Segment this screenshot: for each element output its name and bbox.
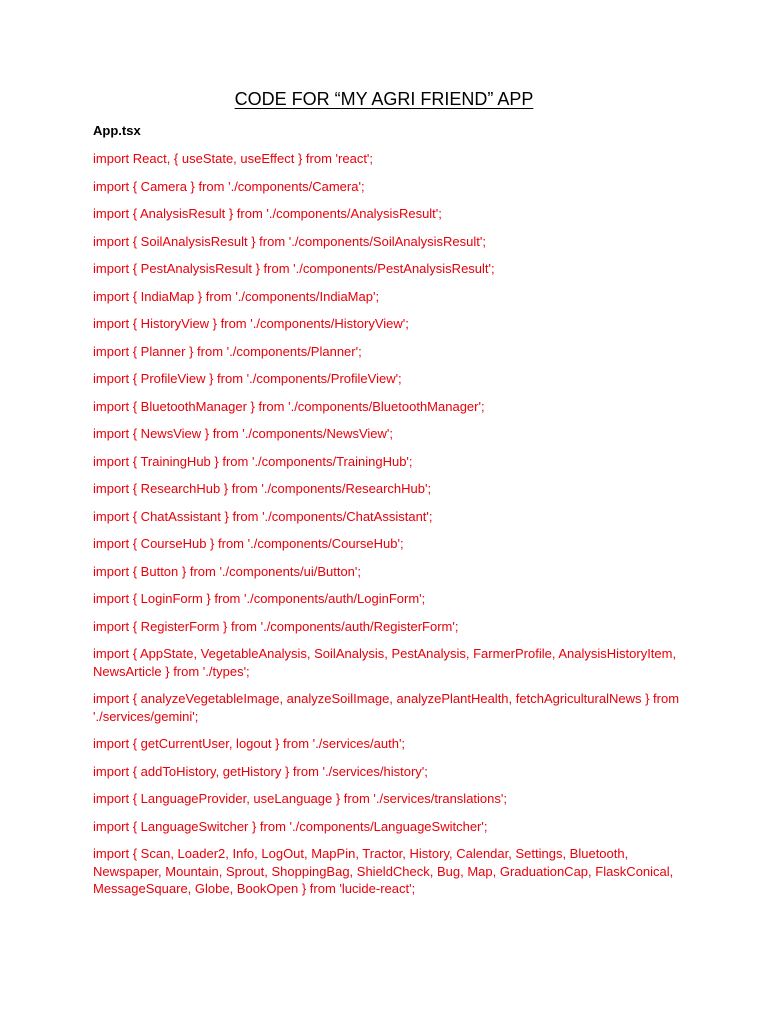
code-line: import { Camera } from './components/Camera'; <box>93 178 365 194</box>
code-line: import { ResearchHub } from './components/ResearchHub'; <box>93 481 432 496</box>
code-line: import { addToHistory, getHistory } from './services/history'; <box>93 763 428 779</box>
code-line: import { PestAnalysisResult } from './components/PestAnalysisResult'; <box>93 261 495 276</box>
code-line: import { IndiaMap } from './components/IndiaMap'; <box>93 288 380 304</box>
code-line: import { TrainingHub } from './components/TrainingHub'; <box>93 453 413 469</box>
code-line: import { BluetoothManager } from './components/BluetoothManager'; <box>93 398 485 414</box>
code-line: import { AnalysisResult } from './components/AnalysisResult'; <box>93 206 442 221</box>
code-line: import React, { useState, useEffect } from 'react'; <box>93 151 374 166</box>
code-line: import { CourseHub } from './components/CourseHub'; <box>93 536 404 551</box>
code-line: import { Planner } from './components/Planner'; <box>93 343 362 359</box>
code-line: import { ProfileView } from './components/ProfileView'; <box>93 371 402 386</box>
file-name-heading: App.tsx <box>93 123 141 138</box>
code-line: import { AppState, VegetableAnalysis, SoilAnalysis, PestAnalysis, FarmerProfile, AnalysisHistoryItem, NewsArticle } from './types'; <box>93 646 677 679</box>
code-line: import { SoilAnalysisResult } from './components/SoilAnalysisResult'; <box>93 233 486 249</box>
code-line: import { LanguageProvider, useLanguage } from './services/translations'; <box>93 791 507 806</box>
code-line: import { Button } from './components/ui/Button'; <box>93 563 361 579</box>
code-line: import { RegisterForm } from './components/auth/RegisterForm'; <box>93 618 459 634</box>
code-line: import { analyzeVegetableImage, analyzeSoilImage, analyzePlantHealth, fetchAgriculturalNews } from './services/gemini'; <box>93 691 680 724</box>
code-line: import { ChatAssistant } from './components/ChatAssistant'; <box>93 508 433 524</box>
code-line: import { Scan, Loader2, Info, LogOut, MapPin, Tractor, History, Calendar, Settings, Bluetooth, Newspaper, Mountain, Sprout, ShoppingBag, ShieldCheck, Bug, Map, GraduationCap, FlaskConical, MessageSquare, Globe, BookOpen } from 'lucide-react'; <box>93 846 674 896</box>
document-title: CODE FOR “MY AGRI FRIEND” APP <box>234 89 534 109</box>
code-line: import { LanguageSwitcher } from './components/LanguageSwitcher'; <box>93 818 488 834</box>
code-listing <box>93 150 683 908</box>
code-line: import { HistoryView } from './components/HistoryView'; <box>93 316 409 331</box>
code-line: import { NewsView } from './components/NewsView'; <box>93 426 393 441</box>
code-line: import { LoginForm } from './components/auth/LoginForm'; <box>93 591 426 606</box>
code-line: import { getCurrentUser, logout } from './services/auth'; <box>93 736 406 751</box>
